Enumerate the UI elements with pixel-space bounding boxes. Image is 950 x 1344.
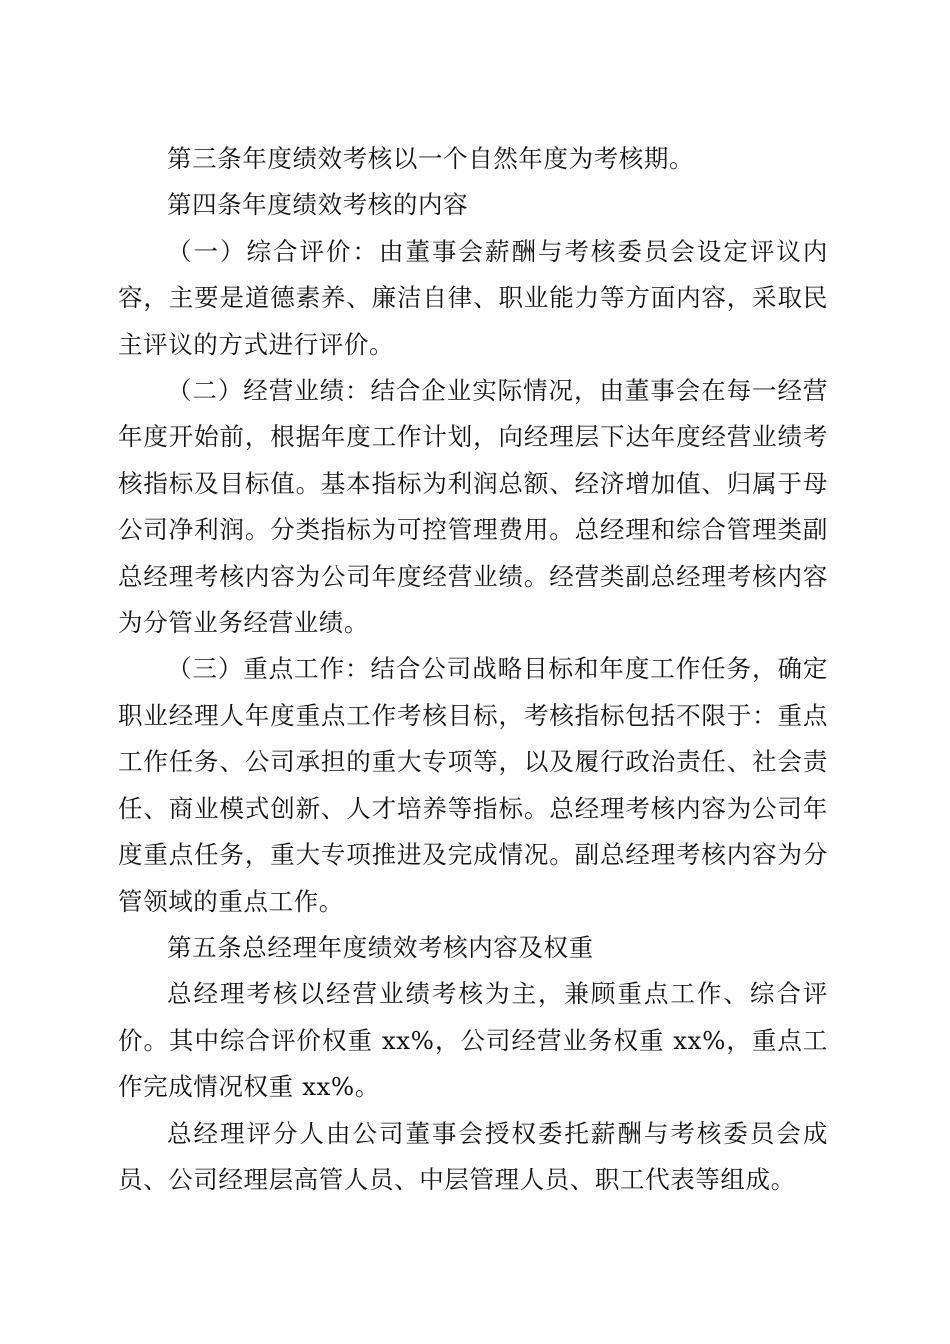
article-4-heading: 第四条年度绩效考核的内容: [167, 190, 469, 220]
comprehensive-evaluation-paragraph: （一）综合评价：由董事会薪酬与考核委员会设定评议内容，主要是道德素养、廉洁自律、职业能力等方面内容，采取民主评议的方式进行评价。: [118, 236, 828, 359]
weights-paragraph: 总经理考核以经营业绩考核为主，兼顾重点工作、综合评价。其中综合评价权重 xx%，公司经营业务权重 xx%，重点工作完成情况权重 xx%。: [118, 979, 828, 1102]
article-5-heading: 第五条总经理年度绩效考核内容及权重: [167, 932, 594, 962]
article-3-paragraph: 第三条年度绩效考核以一个自然年度为考核期。: [167, 144, 695, 173]
business-performance-paragraph: （二）经营业绩：结合企业实际情况，由董事会在每一经营年度开始前，根据年度工作计划，向经理层下达年度经营业绩考核指标及目标值。基本指标为利润总额、经济增加值、归属于母公司净利润。分类指标为可控管理费用。总经理和综合管理类副总经理考核内容为公司年度经营业绩。经营类副总经理考核内容为分管业务经营业绩。: [118, 376, 828, 638]
key-work-paragraph: （三）重点工作：结合公司战略目标和年度工作任务，确定职业经理人年度重点工作考核目标，考核指标包括不限于：重点工作任务、公司承担的重大专项等，以及履行政治责任、社会责任、商业模式创新、人才培养等指标。总经理考核内容为公司年度重点任务，重大专项推进及完成情况。副总经理考核内容为分管领域的重点工作。: [118, 654, 828, 916]
evaluators-paragraph: 总经理评分人由公司董事会授权委托薪酬与考核委员会成员、公司经理层高管人员、中层管理人员、职工代表等组成。: [118, 1118, 828, 1194]
document-page: [118, 136, 828, 1203]
